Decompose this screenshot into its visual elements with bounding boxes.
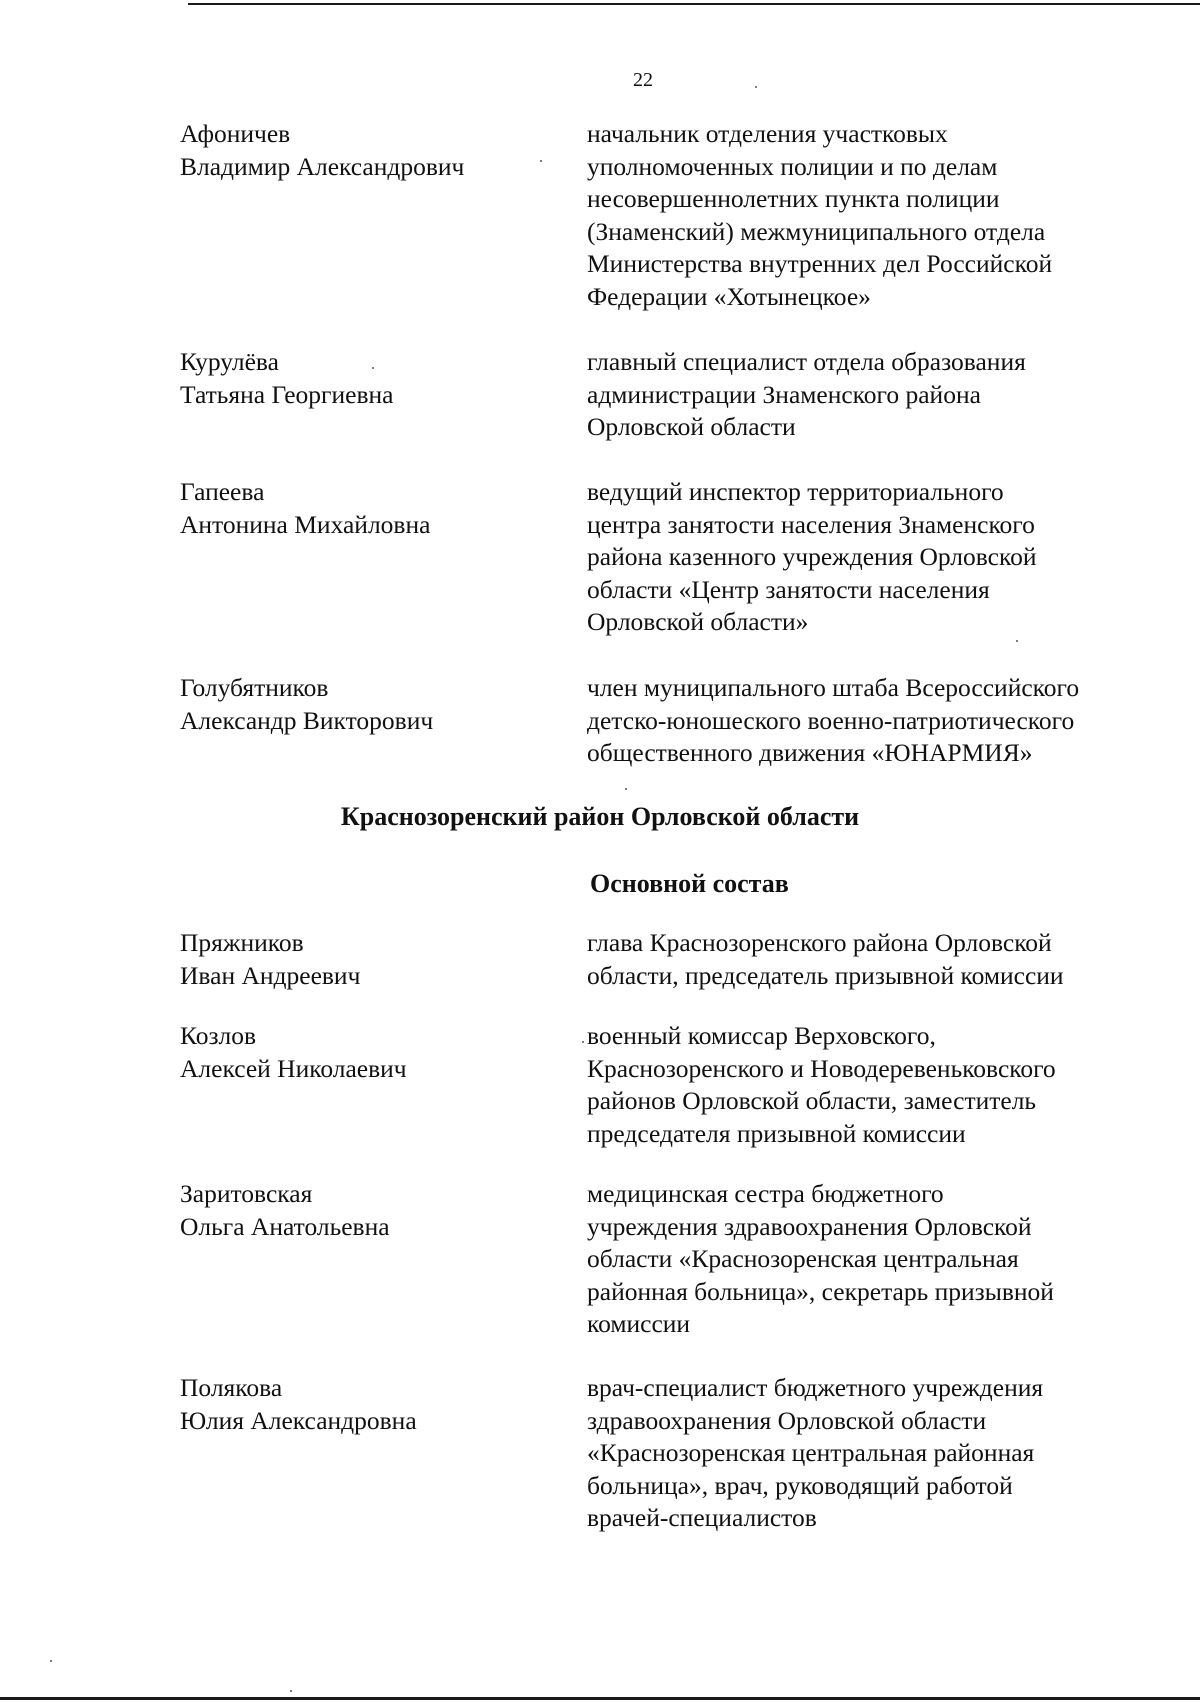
role-line: Министерства внутренних дел Российской [587, 249, 1053, 279]
person-role [587, 1020, 1147, 1150]
scan-speck [582, 1041, 584, 1043]
role-line: комиссии [587, 1309, 691, 1339]
person-role [587, 118, 1147, 314]
role-line: (Знаменский) межмуниципального отдела [587, 216, 1046, 246]
person-surname: Козлов [180, 1021, 257, 1050]
person-surname: Заритовская [180, 1179, 313, 1208]
role-line: глава Краснозоренского района Орловской [587, 928, 1052, 957]
sub-heading: Основной состав [590, 869, 789, 898]
role-line: Федерации «Хотынецкое» [587, 281, 871, 311]
role-line: районов Орловской области, заместитель [587, 1086, 1037, 1116]
role-line: здравоохранения Орловской области [587, 1405, 987, 1435]
scan-speck [540, 160, 542, 162]
role-line: района казенного учреждения Орловской [587, 542, 1037, 572]
role-line: «Краснозоренская центральная районная [587, 1438, 1035, 1468]
role-line: врачей-специалистов [587, 1503, 817, 1533]
role-line: главный специалист отдела образования [587, 347, 1026, 376]
role-line: член муниципального штаба Всероссийского [587, 673, 1080, 702]
role-line: учреждения здравоохранения Орловской [587, 1211, 1032, 1241]
person-name [180, 927, 560, 992]
role-line: области «Центр занятости населения [587, 574, 990, 604]
role-line: уполномоченных полиции и по делам [587, 151, 998, 181]
person-surname: Гапеева [180, 477, 265, 506]
role-line: врач-специалист бюджетного учреждения [587, 1373, 1044, 1402]
role-line: Орловской области» [587, 607, 809, 637]
page-number: 22 [633, 69, 653, 91]
role-line: общественного движения «ЮНАРМИЯ» [587, 738, 1033, 768]
role-line: председателя призывной комиссии [587, 1118, 966, 1148]
role-line: несовершеннолетних пункта полиции [587, 184, 1000, 214]
person-given-name: Антонина Михайловна [180, 509, 431, 539]
person-name [180, 1178, 560, 1243]
person-name [180, 118, 560, 183]
role-line: детско-юношеского военно-патриотического [587, 705, 1075, 735]
person-role [587, 927, 1147, 992]
person-name [180, 1020, 560, 1085]
person-name [180, 1372, 560, 1437]
person-surname: Полякова [180, 1373, 283, 1402]
role-line: администрации Знаменского района [587, 379, 981, 409]
scan-speck [290, 1690, 292, 1692]
role-line: начальник отделения участковых [587, 119, 948, 148]
role-line: больница», врач, руководящий работой [587, 1470, 1013, 1500]
person-given-name: Александр Викторович [180, 705, 434, 735]
person-given-name: Владимир Александрович [180, 151, 465, 181]
role-line: районная больница», секретарь призывной [587, 1276, 1054, 1306]
person-role [587, 476, 1147, 639]
person-name [180, 476, 560, 541]
person-surname: Голубятников [180, 673, 329, 702]
person-role [587, 1178, 1147, 1341]
scan-speck [372, 367, 374, 369]
scan-speck [755, 86, 757, 88]
person-given-name: Татьяна Георгиевна [180, 379, 394, 409]
person-surname: Афоничев [180, 119, 291, 148]
bottom-border-line [0, 1697, 1200, 1700]
person-role [587, 346, 1147, 444]
person-name [180, 672, 560, 737]
section-heading: Краснозоренский район Орловской области [340, 802, 860, 831]
person-given-name: Иван Андреевич [180, 960, 361, 990]
role-line: военный комиссар Верховского, [587, 1021, 936, 1050]
role-line: Орловской области [587, 412, 796, 442]
person-surname: Курулёва [180, 347, 279, 376]
scan-speck [1016, 640, 1018, 642]
scan-speck [50, 1660, 52, 1662]
role-line: области «Краснозоренская центральная [587, 1244, 1019, 1274]
person-given-name: Ольга Анатольевна [180, 1211, 390, 1241]
role-line: ведущий инспектор территориального [587, 477, 1004, 506]
role-line: области, председатель призывной комиссии [587, 960, 1064, 990]
role-line: медицинская сестра бюджетного [587, 1179, 944, 1208]
person-name [180, 346, 560, 411]
role-line: центра занятости населения Знаменского [587, 509, 1035, 539]
person-role [587, 672, 1147, 770]
person-given-name: Алексей Николаевич [180, 1053, 407, 1083]
person-surname: Пряжников [180, 928, 304, 957]
role-line: Краснозоренского и Новодеревеньковского [587, 1053, 1056, 1083]
top-border-line [188, 3, 1200, 5]
person-role [587, 1372, 1147, 1535]
person-given-name: Юлия Александровна [180, 1405, 417, 1435]
scan-speck [625, 788, 627, 790]
